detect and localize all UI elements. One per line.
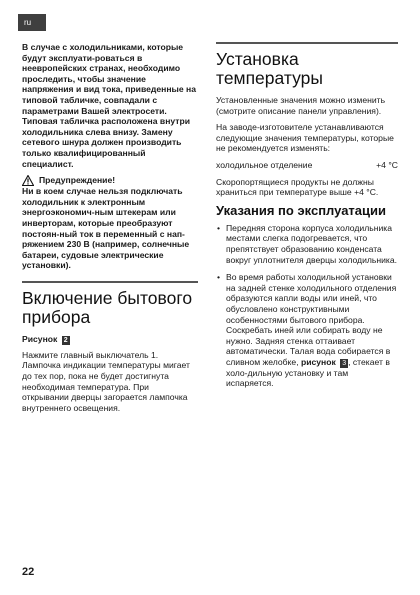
warning-triangle-icon — [22, 175, 34, 186]
note-2-text-a: Во время работы холодильной установки на задней стенке холодильного отделения образуются капли воды или иней, что обусловлено конструктивными особенностями бытового прибора. Соскребать иней или собирать воду не нужно. Задняя стенка оттаивает автоматически. Талая вода собирается в сливном желобке, — [226, 272, 397, 367]
figure-reference — [22, 334, 198, 345]
fridge-value: +4 °C — [376, 159, 398, 170]
figure-label: Рисунок — [22, 333, 58, 344]
left-column — [22, 42, 198, 413]
list-item — [216, 272, 398, 389]
note-2-figure-badge: 3 — [342, 359, 347, 367]
intro-paragraph: В случае с холодильниками, которые будут эксплуати-роваться в неевропейских странах, необходимо проследить, чтобы значение напряжения и вид тока, приведенные на типовой табличке, совпадали с параметрами Вашей электросети. Типовая табличка расположена внутри холодильника слева внизу. Замену сетевого шнура должен производить только квалифицированный специалист. — [22, 42, 196, 169]
section-divider — [216, 42, 398, 44]
temperature-heading: Установка температуры — [216, 49, 323, 88]
factory-settings-text: На заводе-изготовителе устанавливаются следующие значения температуры, которые не рекомендуется изменять: — [216, 122, 394, 154]
notes-list — [216, 223, 398, 389]
warning-title — [22, 175, 198, 186]
section-divider — [22, 281, 198, 283]
page-number: 22 — [22, 566, 35, 578]
right-column — [216, 42, 398, 396]
notes-heading: Указания по эксплуатации — [216, 202, 386, 218]
switch-on-text: Нажмите главный выключатель 1. Лампочка индикации температуры мигает до тех пор, пока не будет достигнута необходимая температура. При открывании дверцы загорается лампочка внутреннего освещения. — [22, 349, 190, 413]
figure-number-badge: 2 — [63, 336, 68, 344]
fridge-temperature-row — [216, 160, 398, 171]
fridge-label: холодильное отделение — [216, 159, 313, 170]
list-item: • Передняя сторона корпуса холодильника местами слегка подогревается, что препятствует образованию конденсата вокруг уплотнителя дверцы холодильника. — [216, 223, 398, 265]
language-tab: ru — [18, 14, 46, 31]
switch-on-heading: Включение бытового прибора — [22, 287, 193, 327]
perishable-text: Скоропортящиеся продукты не должны храниться при температуре выше +4 °C. — [216, 176, 379, 198]
note-2-text-b: , стекает в холо-дильную установку и там испаряется. — [226, 356, 390, 389]
temperature-intro: Установленные значения можно изменить (смотрите описание панели управления). — [216, 95, 386, 116]
warning-title-text: Предупреждение! — [39, 175, 116, 186]
warning-text: Ни в коем случае нельзя подключать холодильник к электронным энергоэкономич-ным штекерам или инверторам, которые преобразуют постоян-ный ток в переменный с нап-ряжением 230 В (например, солнечные батареи, судовые электрические установки). — [22, 186, 190, 271]
note-2-figure-label: рисунок — [300, 356, 336, 367]
